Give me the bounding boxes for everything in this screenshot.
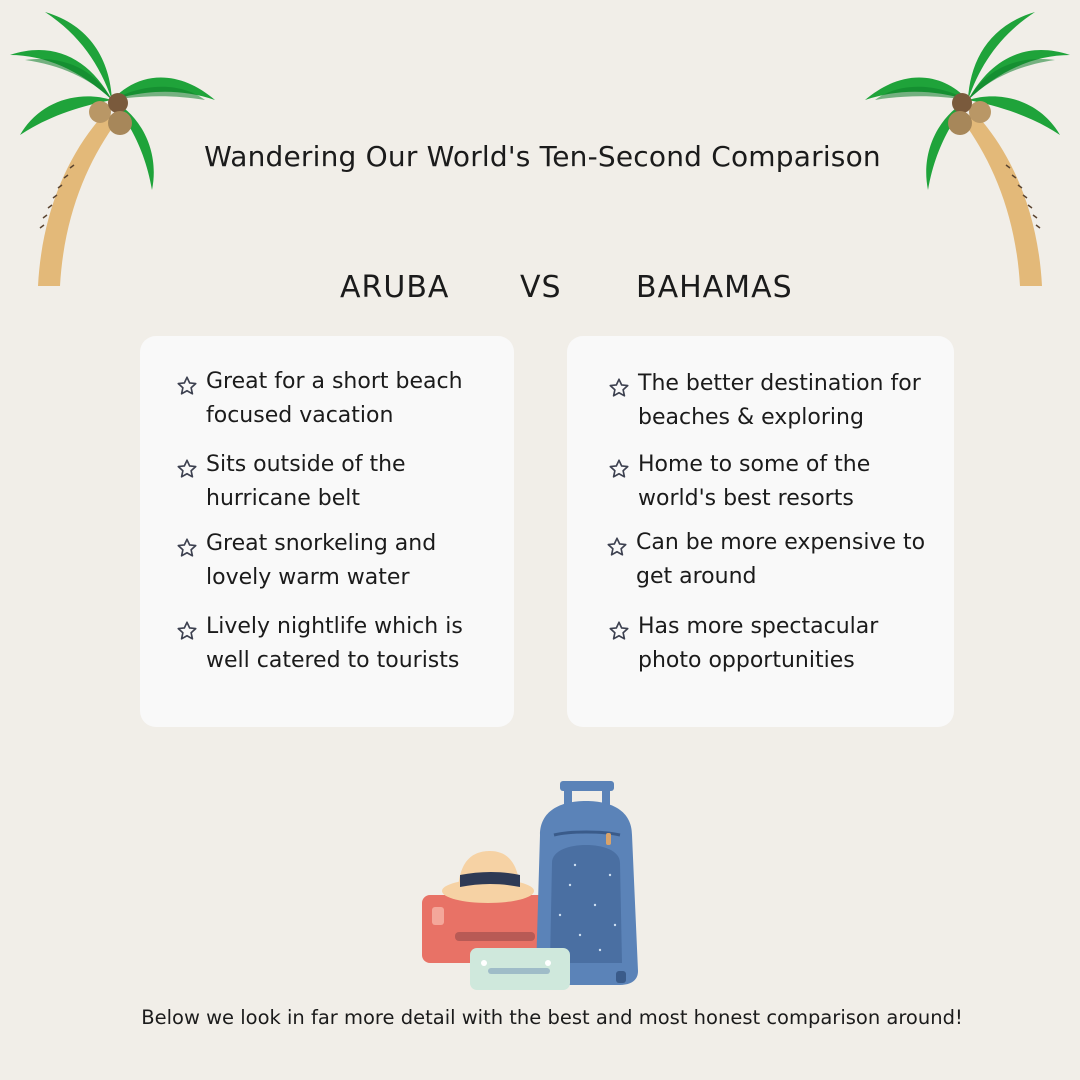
item-text: Lively nightlife which is well catered to tourists bbox=[206, 614, 463, 673]
header-aruba: ARUBA bbox=[340, 270, 450, 305]
bahamas-card bbox=[567, 336, 954, 727]
item-text: Has more spectacular photo opportunities bbox=[638, 614, 879, 673]
page-title: Wandering Our World's Ten-Second Comparison bbox=[204, 140, 881, 173]
luggage-icon bbox=[410, 775, 670, 995]
star-icon bbox=[176, 375, 198, 397]
header-vs: VS bbox=[520, 270, 562, 305]
list-item bbox=[176, 365, 496, 433]
item-text: The better destination for beaches & exploring bbox=[638, 371, 921, 430]
item-text: Great for a short beach focused vacation bbox=[206, 369, 463, 428]
star-icon bbox=[608, 620, 630, 642]
list-item bbox=[608, 448, 928, 516]
list-item bbox=[176, 610, 496, 678]
item-text: Can be more expensive to get around bbox=[636, 530, 926, 589]
aruba-card bbox=[140, 336, 514, 727]
item-text: Home to some of the world's best resorts bbox=[638, 452, 871, 511]
list-item bbox=[608, 610, 928, 678]
star-icon bbox=[176, 537, 198, 559]
star-icon bbox=[608, 458, 630, 480]
item-text: Great snorkeling and lovely warm water bbox=[206, 531, 437, 590]
star-icon bbox=[606, 536, 628, 558]
list-item bbox=[176, 448, 496, 516]
list-item bbox=[606, 526, 926, 594]
list-item bbox=[608, 367, 928, 435]
item-text: Sits outside of the hurricane belt bbox=[206, 452, 406, 511]
star-icon bbox=[176, 458, 198, 480]
header-bahamas: BAHAMAS bbox=[636, 270, 793, 305]
star-icon bbox=[176, 620, 198, 642]
star-icon bbox=[608, 377, 630, 399]
footer-text: Below we look in far more detail with the best and most honest comparison around! bbox=[141, 1006, 963, 1029]
list-item bbox=[176, 527, 496, 595]
